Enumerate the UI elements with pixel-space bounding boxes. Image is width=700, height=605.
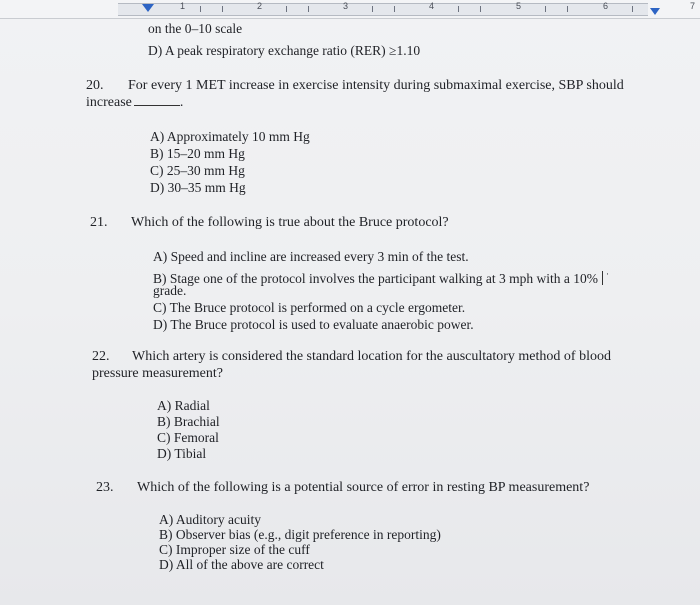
ruler-tick bbox=[394, 6, 395, 12]
ruler-tick bbox=[286, 6, 287, 12]
ruler-number: 6 bbox=[603, 1, 609, 11]
ruler-number: 5 bbox=[516, 1, 522, 11]
answer-blank[interactable] bbox=[134, 105, 180, 106]
question-text-continued: pressure measurement? bbox=[92, 366, 223, 381]
ruler-number: 7 bbox=[690, 1, 696, 11]
ruler-number: 2 bbox=[257, 1, 263, 11]
option: A) Auditory acuity bbox=[159, 512, 261, 527]
ruler-tick bbox=[308, 6, 309, 12]
text-cursor bbox=[602, 271, 603, 285]
ruler-tick bbox=[458, 6, 459, 12]
question-text: Which artery is considered the standard location for the auscultatory method of blood bbox=[132, 349, 611, 364]
option: D) 30–35 mm Hg bbox=[150, 180, 246, 195]
option-continued: grade. bbox=[153, 283, 187, 298]
ruler-number: 1 bbox=[180, 1, 186, 11]
question-text: Which of the following is true about the Bruce protocol? bbox=[131, 215, 449, 230]
option: D) Tibial bbox=[157, 446, 207, 461]
left-indent-marker-icon[interactable] bbox=[142, 4, 154, 12]
ruler-tick bbox=[480, 6, 481, 12]
option: B) Stage one of the protocol involves the participant walking at 3 mph with a 10% · bbox=[153, 269, 610, 286]
question-text-word: increase bbox=[86, 95, 132, 110]
ruler-tick bbox=[372, 6, 373, 12]
question-number: 23. bbox=[96, 480, 114, 495]
option-text: B) Stage one of the protocol involves the participant walking at 3 mph with a 10% bbox=[153, 271, 599, 286]
option: B) 15–20 mm Hg bbox=[150, 146, 245, 161]
question-number: 22. bbox=[92, 349, 110, 364]
option: A) Radial bbox=[157, 398, 210, 413]
question-text-continued: increase . bbox=[86, 95, 184, 110]
ruler-number: 3 bbox=[343, 1, 349, 11]
option: B) Brachial bbox=[157, 414, 220, 429]
ruler-tick bbox=[222, 6, 223, 12]
option: A) Speed and incline are increased every 3 min of the test. bbox=[153, 249, 469, 264]
option: C) Improper size of the cuff bbox=[159, 542, 310, 557]
prev-question-text: on the 0–10 scale bbox=[148, 21, 243, 36]
option: C) 25–30 mm Hg bbox=[150, 163, 245, 178]
option: A) Approximately 10 mm Hg bbox=[150, 129, 310, 144]
option: D) All of the above are correct bbox=[159, 557, 324, 572]
option: D) The Bruce protocol is used to evaluate anaerobic power. bbox=[153, 317, 474, 332]
option: C) Femoral bbox=[157, 430, 219, 445]
prev-option-d: D) A peak respiratory exchange ratio (RER) ≥1.10 bbox=[148, 43, 421, 58]
ruler[interactable] bbox=[0, 0, 700, 19]
question-text: Which of the following is a potential source of error in resting BP measurement? bbox=[137, 480, 590, 495]
option: B) Observer bias (e.g., digit preference in reporting) bbox=[159, 527, 441, 542]
ruler-bar bbox=[118, 3, 648, 16]
ruler-tick bbox=[632, 6, 633, 12]
ruler-tick bbox=[567, 6, 568, 12]
ruler-tick bbox=[200, 6, 201, 12]
option: C) The Bruce protocol is performed on a cycle ergometer. bbox=[153, 300, 466, 315]
question-text: For every 1 MET increase in exercise intensity during submaximal exercise, SBP should bbox=[128, 78, 624, 93]
question-number: 20. bbox=[86, 78, 104, 93]
right-indent-marker-icon[interactable] bbox=[650, 8, 660, 15]
ruler-tick bbox=[545, 6, 546, 12]
question-number: 21. bbox=[90, 215, 108, 230]
ruler-number: 4 bbox=[429, 1, 435, 11]
